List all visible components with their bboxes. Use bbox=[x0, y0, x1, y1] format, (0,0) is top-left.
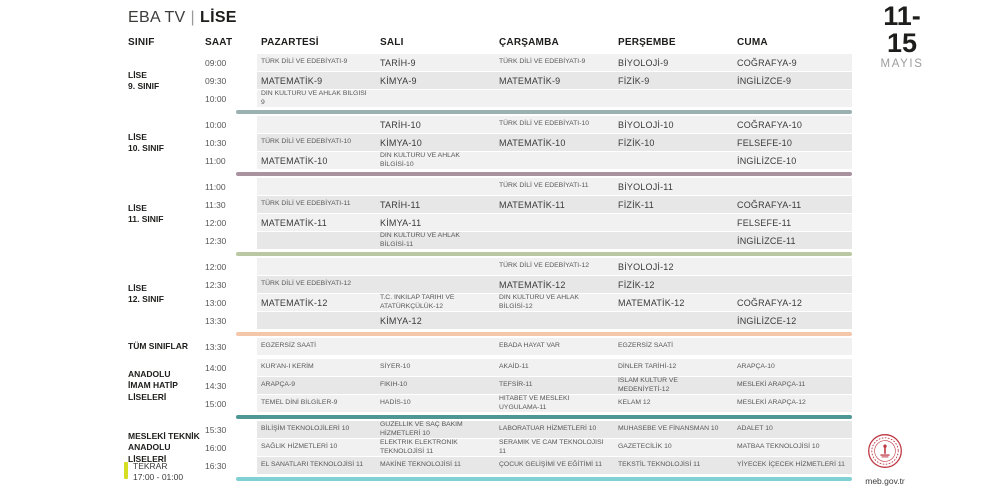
schedule-cell bbox=[376, 258, 495, 275]
time-label: 13:00 bbox=[205, 297, 227, 308]
schedule-cell: FELSEFE-11 bbox=[737, 217, 792, 228]
schedule-cell: AKAİD-11 bbox=[499, 363, 529, 371]
section-rows bbox=[205, 338, 852, 356]
schedule-cell bbox=[733, 258, 852, 275]
schedule-cell: HADİS-10 bbox=[380, 399, 411, 407]
schedule-cell: TARİH-11 bbox=[380, 199, 421, 210]
time-label: 14:00 bbox=[205, 362, 227, 373]
schedule-row bbox=[205, 54, 852, 71]
schedule-cell: TEFSİR-11 bbox=[499, 381, 533, 389]
time-label: 15:30 bbox=[205, 424, 227, 435]
schedule-cell: SERAMİK VE CAM TEKNOLOJİSİ 11 bbox=[499, 439, 604, 455]
section-rows bbox=[205, 178, 852, 250]
schedule-row bbox=[205, 90, 852, 107]
row-cells bbox=[257, 359, 852, 376]
section-rows bbox=[205, 54, 852, 108]
schedule-cell: MATEMATİK-11 bbox=[499, 199, 565, 210]
meb-site-url: meb.gov.tr bbox=[865, 476, 905, 486]
page-title bbox=[128, 9, 237, 27]
schedule-cell: FİZİK-9 bbox=[618, 75, 650, 86]
schedule-cell: MATEMATİK-9 bbox=[261, 75, 323, 86]
section-divider-bar bbox=[236, 477, 852, 481]
schedule-row bbox=[205, 276, 852, 293]
section-rows bbox=[205, 421, 852, 475]
row-cells bbox=[257, 54, 852, 71]
class-group-label bbox=[128, 116, 205, 170]
row-cells bbox=[257, 276, 852, 293]
schedule-cell: MESLEKİ ARAPÇA-11 bbox=[737, 381, 806, 389]
col-header-pazartesi: PAZARTESİ bbox=[261, 37, 319, 48]
schedule-cell: KUR'AN-I KERİM bbox=[261, 363, 314, 371]
schedule-cell: BİYOLOJİ-9 bbox=[618, 57, 669, 68]
class-group-label bbox=[128, 338, 205, 356]
schedule-cell: COĞRAFYA-11 bbox=[737, 199, 802, 210]
schedule-section bbox=[128, 116, 852, 170]
schedule-cell: BİLİŞİM TEKNOLOJİLERİ 10 bbox=[261, 425, 350, 433]
schedule-cell: İNGİLİZCE-10 bbox=[737, 155, 797, 166]
date-range bbox=[871, 3, 933, 70]
section-rows bbox=[205, 116, 852, 170]
schedule-cell: COĞRAFYA-9 bbox=[737, 57, 797, 68]
schedule-row bbox=[205, 395, 852, 412]
class-group-label-line: MESLEKİ TEKNİK bbox=[128, 431, 200, 442]
class-group-label-line: LİSELERİ bbox=[128, 391, 167, 402]
col-header-sinif: SINIF bbox=[128, 37, 155, 48]
schedule-cell bbox=[614, 152, 733, 169]
schedule-cell bbox=[733, 276, 852, 293]
date-range-month: MAYIS bbox=[880, 58, 924, 70]
col-header-cuma: CUMA bbox=[737, 37, 768, 48]
class-group-label-line: LİSE bbox=[128, 202, 147, 213]
schedule-cell: MATEMATİK-9 bbox=[499, 75, 561, 86]
schedule-cell: KİMYA-9 bbox=[380, 75, 417, 86]
row-cells bbox=[257, 178, 852, 195]
schedule-cell bbox=[614, 90, 733, 107]
schedule-cell: ADALET 10 bbox=[737, 425, 773, 433]
schedule-cell: KELAM 12 bbox=[618, 399, 651, 407]
schedule-cell: COĞRAFYA-12 bbox=[737, 297, 803, 308]
tekrar-time: 17:00 - 01:00 bbox=[133, 472, 184, 483]
schedule-cell bbox=[257, 258, 376, 275]
time-label: 15:00 bbox=[205, 398, 227, 409]
schedule-cell bbox=[733, 90, 852, 107]
schedule-cell: MATEMATİK-11 bbox=[261, 217, 327, 228]
time-label: 12:00 bbox=[205, 261, 227, 272]
schedule-cell: TÜRK DİLİ VE EDEBİYATI-9 bbox=[261, 58, 348, 66]
schedule-cell: FELSEFE-10 bbox=[737, 137, 793, 148]
schedule-cell: BİYOLOJİ-12 bbox=[618, 261, 674, 272]
class-group-label-line: ANADOLU bbox=[128, 369, 171, 380]
schedule-cell: ARAPÇA-10 bbox=[737, 363, 775, 371]
schedule-cell bbox=[495, 214, 614, 231]
schedule-cell: MATBAA TEKNOLOJİSİ 10 bbox=[737, 443, 820, 451]
row-cells bbox=[257, 116, 852, 133]
schedule-cell: KİMYA-10 bbox=[380, 137, 422, 148]
schedule-row bbox=[205, 116, 852, 133]
schedule-cell: ÇOCUK GELİŞİMİ VE EĞİTİMİ 11 bbox=[499, 461, 602, 469]
schedule-cell: İNGİLİZCE-9 bbox=[737, 75, 792, 86]
schedule-cell: FIKIH-10 bbox=[380, 381, 408, 389]
schedule-cell: MATEMATİK-12 bbox=[618, 297, 685, 308]
schedule-cell: SİYER-10 bbox=[380, 363, 411, 371]
schedule-cell: DİN KÜLTÜRÜ VE AHLAK BİLGİSİ-11 bbox=[380, 232, 460, 248]
schedule-cell: KİMYA-12 bbox=[380, 315, 422, 326]
col-header-saat: SAAT bbox=[205, 37, 233, 48]
row-cells bbox=[257, 421, 852, 438]
col-header-sali: SALI bbox=[380, 37, 404, 48]
schedule-cell: LABORATUAR HİZMETLERİ 10 bbox=[499, 425, 597, 433]
class-group-label-line: 12. SINIF bbox=[128, 294, 164, 304]
schedule-cell: TEKSTİL TEKNOLOJİSİ 11 bbox=[618, 461, 701, 469]
time-label: 12:30 bbox=[205, 279, 227, 290]
section-divider-bar bbox=[236, 332, 852, 336]
schedule-cell bbox=[495, 312, 614, 329]
schedule-row bbox=[205, 214, 852, 231]
schedule-cell: EGZERSİZ SAATİ bbox=[261, 342, 317, 350]
row-cells bbox=[257, 72, 852, 89]
schedule-cell: EGZERSİZ SAATİ bbox=[618, 342, 674, 350]
schedule-cell: İNGİLİZCE-11 bbox=[737, 235, 796, 246]
time-label: 16:00 bbox=[205, 442, 227, 453]
time-label: 11:30 bbox=[205, 199, 226, 210]
schedule-cell: TEMEL DİNİ BİLGİLER-9 bbox=[261, 399, 338, 407]
schedule-row bbox=[205, 152, 852, 169]
schedule-section bbox=[128, 54, 852, 108]
schedule-cell: T.C. İNKILAP TARİHİ VE ATATÜRKÇÜLÜK-12 bbox=[380, 294, 455, 310]
time-label: 16:30 bbox=[205, 460, 227, 471]
schedule-section bbox=[128, 338, 852, 356]
schedule-cell: MATEMATİK-12 bbox=[261, 297, 328, 308]
schedule-cell: ELEKTRİK ELEKTRONİK TEKNOLOJİSİ 11 bbox=[380, 439, 458, 455]
row-cells bbox=[257, 258, 852, 275]
class-group-label-line: LİSE bbox=[128, 282, 147, 293]
section-divider-bar bbox=[236, 172, 852, 176]
schedule-cell: DİN KÜLTÜRÜ VE AHLAK BİLGİSİ-10 bbox=[380, 152, 460, 168]
schedule-cell bbox=[614, 232, 733, 249]
row-cells bbox=[257, 338, 852, 355]
schedule-cell: TÜRK DİLİ VE EDEBİYATI-12 bbox=[499, 262, 590, 270]
schedule-section bbox=[128, 421, 852, 475]
schedule-row bbox=[205, 258, 852, 275]
class-group-label bbox=[128, 258, 205, 330]
row-cells bbox=[257, 312, 852, 329]
schedule-row bbox=[205, 72, 852, 89]
class-group-label-line: LİSE bbox=[128, 69, 147, 80]
schedule-row bbox=[205, 338, 852, 355]
brand-lise: LİSE bbox=[200, 9, 237, 26]
schedule-cell: DİN KÜLTÜRÜ VE AHLAK BİLGİSİ 9 bbox=[261, 90, 367, 106]
schedule-row bbox=[205, 178, 852, 195]
date-range-days: 11-15 bbox=[883, 1, 921, 58]
time-label: 10:00 bbox=[205, 93, 227, 104]
class-group-label-line: 11. SINIF bbox=[128, 214, 164, 224]
schedule-cell: BİYOLOJİ-11 bbox=[618, 181, 674, 192]
schedule-cell bbox=[376, 276, 495, 293]
schedule-body bbox=[128, 54, 852, 483]
schedule-cell: TARİH-10 bbox=[380, 119, 421, 130]
schedule-row bbox=[205, 294, 852, 311]
schedule-cell: İSLAM KÜLTÜR VE MEDENİYETİ-12 bbox=[618, 377, 678, 393]
schedule-row bbox=[205, 196, 852, 213]
col-header-carsamba: ÇARŞAMBA bbox=[499, 37, 559, 48]
schedule-section bbox=[128, 178, 852, 250]
tekrar-label: TEKRAR bbox=[133, 461, 168, 471]
schedule-cell bbox=[495, 90, 614, 107]
schedule-cell bbox=[257, 312, 376, 329]
schedule-cell bbox=[495, 152, 614, 169]
time-label: 13:30 bbox=[205, 341, 227, 352]
schedule-cell: DİN KÜLTÜRÜ VE AHLAK BİLGİSİ-12 bbox=[499, 294, 579, 310]
schedule-cell: TÜRK DİLİ VE EDEBİYATI-10 bbox=[261, 138, 352, 146]
time-label: 14:30 bbox=[205, 380, 227, 391]
column-headers bbox=[128, 37, 852, 48]
schedule-cell: FİZİK-12 bbox=[618, 279, 655, 290]
schedule-row bbox=[205, 421, 852, 438]
class-group-label-line: LİSE bbox=[128, 131, 147, 142]
schedule-cell bbox=[257, 232, 376, 249]
schedule-cell: MATEMATİK-10 bbox=[499, 137, 566, 148]
meb-footer bbox=[860, 433, 910, 486]
row-cells bbox=[257, 439, 852, 456]
schedule-cell: SAĞLIK HİZMETLERİ 10 bbox=[261, 443, 338, 451]
schedule-cell: TÜRK DİLİ VE EDEBİYATI-9 bbox=[499, 58, 586, 66]
time-label: 10:00 bbox=[205, 119, 227, 130]
schedule-row bbox=[205, 457, 852, 474]
row-cells bbox=[257, 395, 852, 412]
schedule-row bbox=[205, 232, 852, 249]
brand-ebatv: EBA TV bbox=[128, 9, 186, 26]
schedule-section bbox=[128, 359, 852, 413]
row-cells bbox=[257, 152, 852, 169]
schedule-cell: GAZETECİLİK 10 bbox=[618, 443, 672, 451]
schedule-cell: YİYECEK İÇECEK HİZMETLERİ 11 bbox=[737, 461, 845, 469]
time-label: 11:00 bbox=[205, 181, 226, 192]
brand-separator: | bbox=[190, 9, 196, 26]
schedule-cell: FİZİK-11 bbox=[618, 199, 654, 210]
row-cells bbox=[257, 377, 852, 394]
time-label: 09:30 bbox=[205, 75, 227, 86]
section-rows bbox=[205, 359, 852, 413]
schedule-cell bbox=[495, 232, 614, 249]
schedule-cell: BİYOLOJİ-10 bbox=[618, 119, 674, 130]
schedule-cell: FİZİK-10 bbox=[618, 137, 655, 148]
meb-seal-icon bbox=[867, 456, 903, 473]
section-divider-bar bbox=[236, 110, 852, 114]
schedule-cell bbox=[614, 214, 733, 231]
row-cells bbox=[257, 457, 852, 474]
schedule-cell: EL SANATLARI TEKNOLOJİSİ 11 bbox=[261, 461, 364, 469]
row-cells bbox=[257, 294, 852, 311]
schedule-row bbox=[205, 377, 852, 394]
class-group-label-line: ANADOLU bbox=[128, 442, 171, 453]
schedule-cell: MATEMATİK-12 bbox=[499, 279, 566, 290]
schedule-cell bbox=[376, 178, 495, 195]
section-divider-bar bbox=[236, 415, 852, 419]
schedule-cell: TÜRK DİLİ VE EDEBİYATI-12 bbox=[261, 280, 352, 288]
schedule-row bbox=[205, 439, 852, 456]
class-group-label bbox=[128, 359, 205, 413]
schedule-cell bbox=[614, 312, 733, 329]
schedule-cell: COĞRAFYA-10 bbox=[737, 119, 803, 130]
schedule-cell: KİMYA-11 bbox=[380, 217, 422, 228]
schedule-cell bbox=[257, 178, 376, 195]
row-cells bbox=[257, 214, 852, 231]
class-group-label-line: 9. SINIF bbox=[128, 81, 160, 91]
schedule-row bbox=[205, 134, 852, 151]
section-divider-bar bbox=[236, 252, 852, 256]
schedule-cell bbox=[257, 116, 376, 133]
tekrar-yellow-bar bbox=[124, 462, 128, 479]
class-group-label-line: TÜM SINIFLAR bbox=[128, 341, 188, 352]
schedule-cell: MESLEKİ ARAPÇA-12 bbox=[737, 399, 806, 407]
row-cells bbox=[257, 90, 852, 107]
schedule-cell: GÜZELLİK VE SAÇ BAKIM HİZMETLERİ 10 bbox=[380, 421, 463, 437]
schedule-cell bbox=[733, 178, 852, 195]
class-group-label-line: LİSELERİ bbox=[128, 453, 167, 464]
time-label: 12:30 bbox=[205, 235, 227, 246]
schedule-cell: TÜRK DİLİ VE EDEBİYATI-11 bbox=[499, 182, 589, 190]
schedule-cell: MUHASEBE VE FİNANSMAN 10 bbox=[618, 425, 719, 433]
schedule-cell: ARAPÇA-9 bbox=[261, 381, 295, 389]
schedule-section bbox=[128, 258, 852, 330]
row-cells bbox=[257, 232, 852, 249]
schedule-row bbox=[205, 312, 852, 329]
schedule-cell: EBADA HAYAT VAR bbox=[499, 342, 560, 350]
schedule-cell bbox=[733, 338, 852, 355]
row-cells bbox=[257, 134, 852, 151]
time-label: 09:00 bbox=[205, 57, 227, 68]
time-label: 12:00 bbox=[205, 217, 227, 228]
schedule-cell: İNGİLİZCE-12 bbox=[737, 315, 797, 326]
schedule-cell: DİNLER TARİHİ-12 bbox=[618, 363, 677, 371]
class-group-label bbox=[128, 54, 205, 108]
schedule-cell: HİTABET VE MESLEKİ UYGULAMA-11 bbox=[499, 395, 570, 411]
schedule-cell bbox=[376, 338, 495, 355]
class-group-label bbox=[128, 178, 205, 250]
schedule-cell bbox=[376, 90, 495, 107]
schedule-cell: MATEMATİK-10 bbox=[261, 155, 328, 166]
time-label: 10:30 bbox=[205, 137, 227, 148]
time-label: 13:30 bbox=[205, 315, 227, 326]
schedule-cell: TARİH-9 bbox=[380, 57, 416, 68]
tekrar-block bbox=[124, 461, 183, 483]
row-cells bbox=[257, 196, 852, 213]
col-header-persembe: PERŞEMBE bbox=[618, 37, 676, 48]
schedule-cell: TÜRK DİLİ VE EDEBİYATI-10 bbox=[499, 120, 590, 128]
section-rows bbox=[205, 258, 852, 330]
time-label: 11:00 bbox=[205, 155, 226, 166]
class-group-label-line: 10. SINIF bbox=[128, 143, 164, 153]
schedule-cell: MAKİNE TEKNOLOJİSİ 11 bbox=[380, 461, 461, 469]
schedule-row bbox=[205, 359, 852, 376]
schedule-cell: TÜRK DİLİ VE EDEBİYATI-11 bbox=[261, 200, 351, 208]
class-group-label-line: İMAM HATİP bbox=[128, 380, 178, 391]
